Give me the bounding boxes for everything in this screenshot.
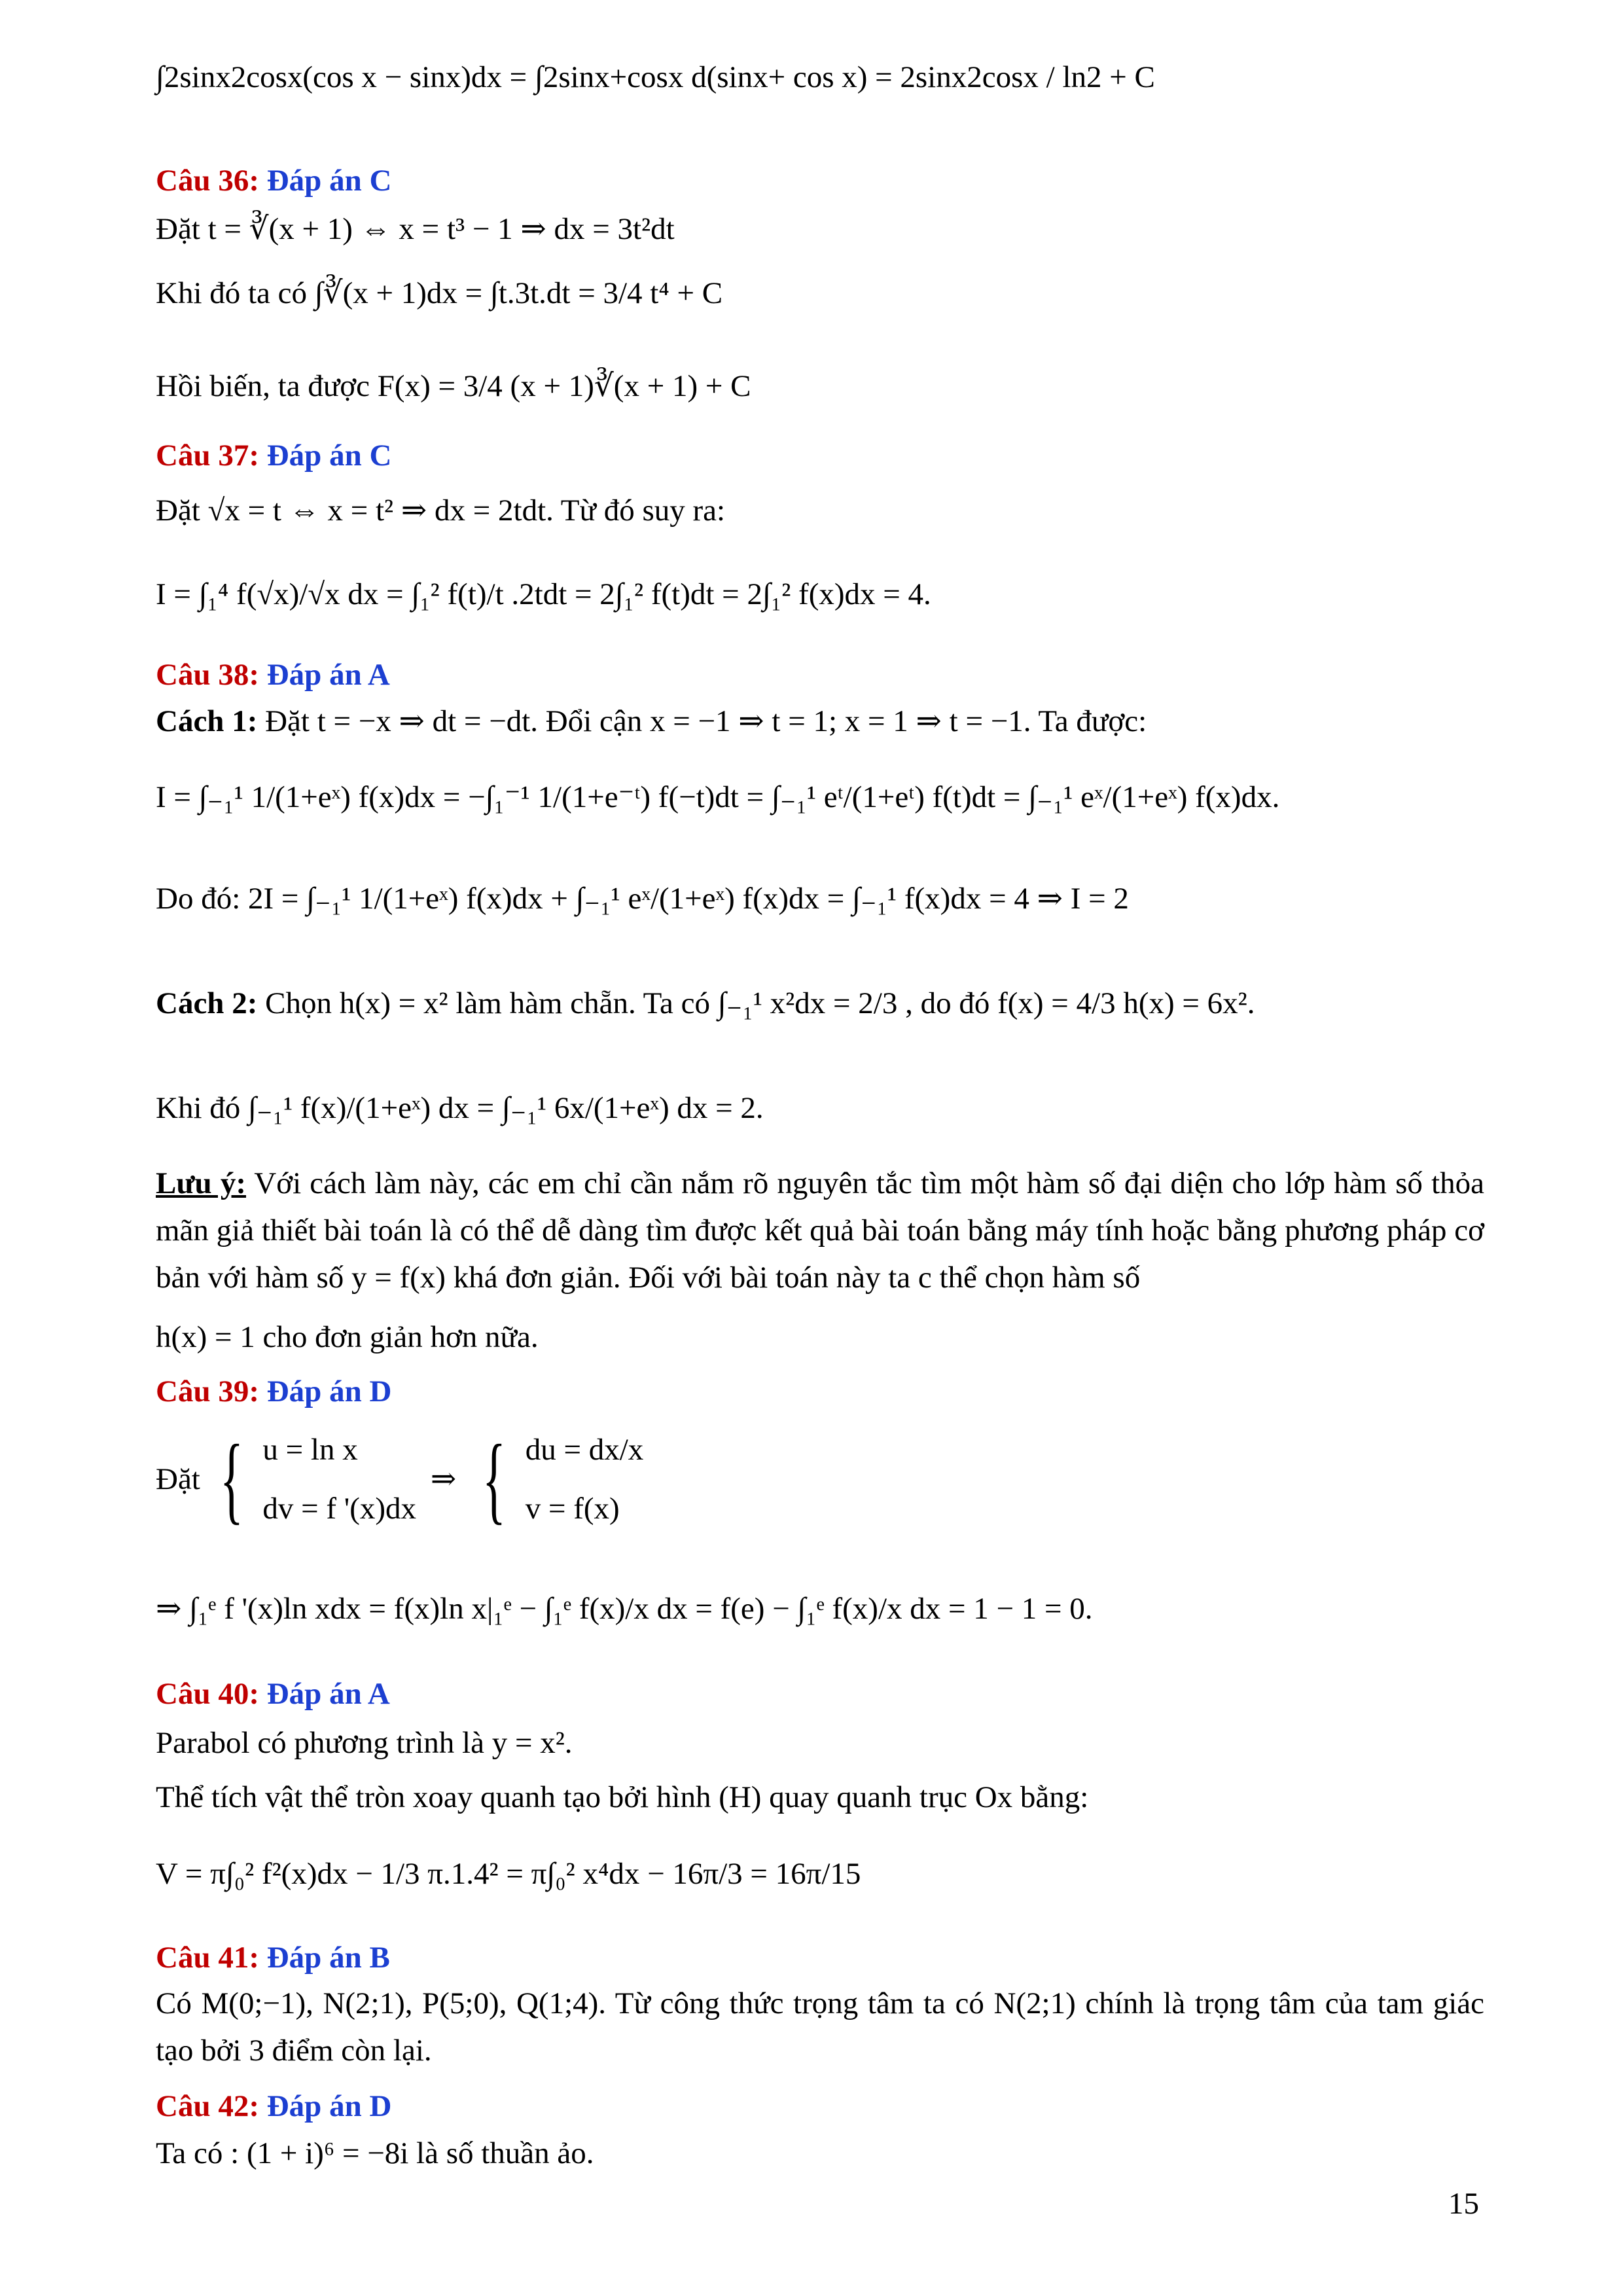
- q37-line-2: I = ∫₁⁴ f(√x)/√x dx = ∫₁² f(t)/t .2tdt = 2∫₁² f(t)dt = 2∫₁² f(x)dx = 4.: [156, 577, 931, 611]
- q37-line-1-post: . Từ đó suy ra:: [546, 493, 726, 528]
- answer-label: Đáp án D: [266, 2089, 392, 2123]
- question-42-heading: [156, 2088, 391, 2125]
- q36-result: [156, 368, 751, 404]
- left-brace: {: [219, 1425, 243, 1534]
- q38-integral-3: [156, 1090, 764, 1126]
- q39-u: u = ln x: [262, 1433, 358, 1467]
- q39-line-2: ⇒ ∫₁ᵉ f '(x)ln xdx = f(x)ln x|₁ᵉ − ∫₁ᵉ f(x)/x dx = f(e) − ∫₁ᵉ f(x)/x dx = 1 − 1 = 0.: [156, 1592, 1093, 1626]
- page-number: 15: [1448, 2187, 1479, 2221]
- question-41-heading: [156, 1939, 390, 1976]
- q38-integral-2: [156, 880, 1129, 917]
- question-40-heading: [156, 1676, 390, 1712]
- method-text: Đặt t = −x ⇒ dt = −dt. Đổi cận x = −1 ⇒ t = 1; x = 1 ⇒ t = −1. Ta được:: [265, 704, 1147, 738]
- q37-line-1-pre: Đặt: [156, 493, 200, 528]
- q37-line-1-math: √x = t ⇔ x = t² ⇒ dx = 2tdt: [207, 493, 546, 528]
- question-label: Câu 38:: [156, 658, 259, 692]
- q40-volume-formula: [156, 1856, 861, 1892]
- question-label: Câu 42:: [156, 2089, 259, 2123]
- q36-line-3-math: F(x) = 3/4 (x + 1)∛(x + 1) + C: [377, 369, 751, 403]
- question-label: Câu 39:: [156, 1374, 259, 1408]
- q40-parabola: [156, 1725, 573, 1761]
- question-36-heading: [156, 162, 391, 199]
- answer-label: Đáp án B: [266, 1941, 390, 1975]
- question-label: Câu 40:: [156, 1677, 259, 1711]
- q42-text: Ta có : (1 + i)⁶ = −8i là số thuần ảo.: [156, 2136, 594, 2170]
- q36-substitution: [156, 211, 675, 247]
- method-label: Cách 1:: [156, 704, 258, 738]
- q38-line-3: Do đó: 2I = ∫₋₁¹ 1/(1+eˣ) f(x)dx + ∫₋₁¹ eˣ/(1+eˣ) f(x)dx = ∫₋₁¹ f(x)dx = 4 ⇒ I = 2: [156, 882, 1129, 916]
- q39-du: du = dx/x: [525, 1433, 644, 1467]
- q41-text: Có M(0;−1), N(2;1), P(5;0), Q(1;4). Từ công thức trọng tâm ta có N(2;1) chính là trọng tâm của tam giác tạo bởi 3 điểm còn lại.: [156, 1986, 1484, 2068]
- question-label: Câu 37:: [156, 439, 259, 473]
- answer-label: Đáp án D: [266, 1374, 392, 1408]
- q40-line-2: Thể tích vật thể tròn xoay quanh tạo bởi hình (H) quay quanh trục Ox bằng:: [156, 1780, 1089, 1814]
- note-paragraph: [156, 1160, 1484, 1301]
- q38-method-1: [156, 703, 1147, 740]
- q38-line-5: Khi đó ∫₋₁¹ f(x)/(1+eˣ) dx = ∫₋₁¹ 6x/(1+eˣ) dx = 2.: [156, 1091, 764, 1125]
- q36-line-1: Đặt t = ∛(x + 1) ⇔ x = t³ − 1 ⇒ dx = 3t²dt: [156, 212, 675, 246]
- q38-integral-1: [156, 779, 1279, 816]
- q36-line-2-math: ∫∛(x + 1)dx = ∫t.3t.dt = 3/4 t⁴ + C: [314, 276, 723, 310]
- q36-line-2-pre: Khi đó ta có: [156, 276, 308, 310]
- answer-label: Đáp án C: [266, 439, 392, 473]
- q39-dv: dv = f '(x)dx: [262, 1492, 417, 1526]
- q41-paragraph: [156, 1980, 1484, 2074]
- question-37-heading: [156, 437, 391, 474]
- note-last: h(x) = 1 cho đơn giản hơn nữa.: [156, 1320, 539, 1354]
- q40-line-1: Parabol có phương trình là y = x².: [156, 1726, 573, 1760]
- q40-line-3: V = π∫₀² f²(x)dx − 1/3 π.1.4² = π∫₀² x⁴dx − 16π/3 = 16π/15: [156, 1857, 861, 1891]
- q39-left-system: [262, 1420, 416, 1538]
- q39-pre: Đặt: [156, 1462, 200, 1496]
- method-label: Cách 2:: [156, 986, 258, 1020]
- q39-right-system: [526, 1420, 644, 1538]
- answer-label: Đáp án C: [266, 164, 392, 198]
- q38-line-2: I = ∫₋₁¹ 1/(1+eˣ) f(x)dx = −∫₁⁻¹ 1/(1+e⁻ᵗ) f(−t)dt = ∫₋₁¹ eᵗ/(1+eᵗ) f(t)dt = ∫₋₁¹ eˣ/(1+eˣ) f(x)dx.: [156, 780, 1280, 814]
- q38-method-2: [156, 985, 1255, 1022]
- q37-integral: [156, 576, 931, 613]
- question-label: Câu 41:: [156, 1941, 259, 1975]
- q40-volume-text: [156, 1779, 1088, 1816]
- question-38-heading: [156, 656, 390, 693]
- answer-label: Đáp án A: [266, 1677, 390, 1711]
- q37-substitution: [156, 492, 725, 529]
- method-text: Chọn h(x) = x² làm hàm chẵn. Ta có ∫₋₁¹ x²dx = 2/3 , do đó f(x) = 4/3 h(x) = 6x².: [265, 986, 1255, 1020]
- q36-line-3-pre: Hồi biến, ta được: [156, 369, 370, 403]
- note-label: Lưu ý:: [156, 1166, 246, 1200]
- note-text: Với cách làm này, các em chỉ cần nắm rõ nguyên tắc tìm một hàm số đại diện cho lớp hàm số thỏa mãn giả thiết bài toán là có thể dễ dàng tìm được kết quả bài toán bằng máy tính hoặc bằng phương pháp cơ bản với hàm số y = f(x) khá đơn giản. Đối với bài toán này ta c thể chọn hàm số: [156, 1166, 1484, 1295]
- q39-v: v = f(x): [525, 1492, 620, 1526]
- q42-text-line: [156, 2135, 594, 2172]
- formula-text: ∫2sinx2cosx(cos x − sinx)dx = ∫2sinx+cosx d(sinx+ cos x) = 2sinx2cosx / ln2 + C: [156, 60, 1155, 94]
- formula-line-1: [156, 59, 1155, 96]
- question-label: Câu 36:: [156, 164, 259, 198]
- answer-label: Đáp án A: [266, 658, 390, 692]
- q39-integration-by-parts: [156, 1590, 1093, 1627]
- q36-integral: [156, 275, 722, 312]
- implies-arrow: ⇒: [430, 1462, 457, 1496]
- note-last-line: [156, 1319, 539, 1355]
- q39-substitution-system: [156, 1420, 643, 1538]
- left-brace: {: [482, 1425, 506, 1534]
- question-39-heading: [156, 1373, 391, 1410]
